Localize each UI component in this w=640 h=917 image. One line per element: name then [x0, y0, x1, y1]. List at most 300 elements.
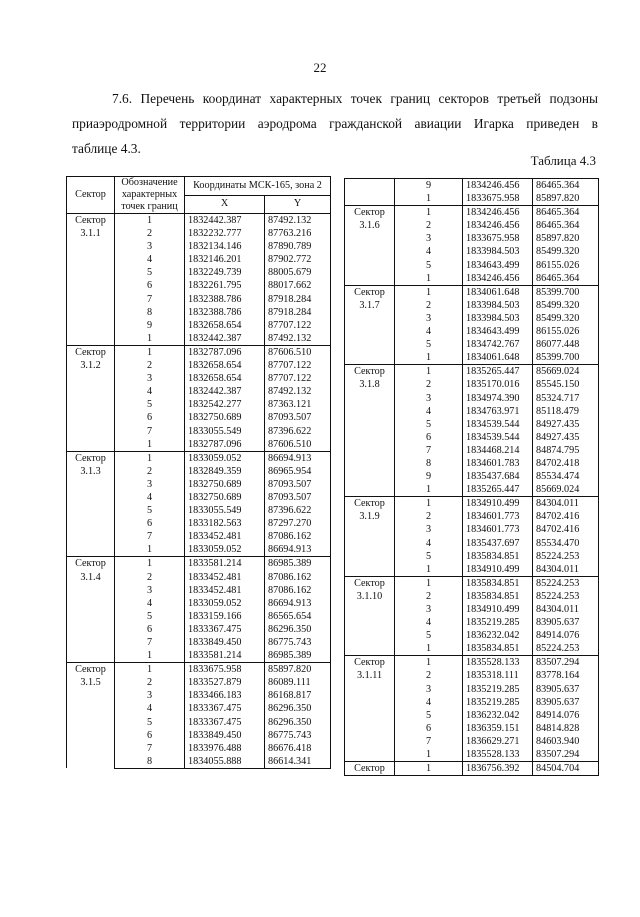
y-coordinate-cell: 87093.507 [265, 411, 331, 424]
sector-cell: Сектор 3.1.7 [345, 285, 395, 365]
y-coordinate-cell: 85534.474 [533, 470, 599, 483]
y-coordinate-cell: 86614.341 [265, 755, 331, 769]
point-number-cell: 1 [395, 563, 463, 577]
x-coordinate-cell: 1835834.851 [463, 590, 533, 603]
x-coordinate-cell: 1833059.052 [185, 451, 265, 465]
point-number-cell: 2 [395, 590, 463, 603]
x-coordinate-cell: 1836629.271 [463, 735, 533, 748]
table-row [345, 285, 599, 299]
x-coordinate-cell: 1834061.648 [463, 351, 533, 365]
point-number-cell: 2 [115, 465, 185, 478]
point-number-cell: 6 [395, 722, 463, 735]
sector-cell: Сектор 3.1.2 [67, 345, 115, 451]
point-number-cell: 1 [395, 285, 463, 299]
point-number-cell: 4 [115, 702, 185, 715]
point-number-cell: 7 [395, 444, 463, 457]
x-coordinate-cell: 1835219.285 [463, 616, 533, 629]
point-number-cell: 5 [115, 610, 185, 623]
x-coordinate-cell: 1834601.773 [463, 523, 533, 536]
y-coordinate-cell: 86565.654 [265, 610, 331, 623]
y-coordinate-cell: 85118.479 [533, 405, 599, 418]
x-coordinate-cell: 1833976.488 [185, 742, 265, 755]
x-coordinate-cell: 1832750.689 [185, 478, 265, 491]
table-row [345, 576, 599, 590]
x-coordinate-cell: 1833159.166 [185, 610, 265, 623]
y-coordinate-cell: 87086.162 [265, 584, 331, 597]
y-coordinate-cell: 88017.662 [265, 279, 331, 292]
y-coordinate-cell: 84814.828 [533, 722, 599, 735]
y-coordinate-cell: 84702.418 [533, 457, 599, 470]
y-coordinate-cell: 84874.795 [533, 444, 599, 457]
sector-cell: Сектор 3.1.9 [345, 497, 395, 577]
point-number-cell: 4 [395, 245, 463, 258]
y-coordinate-cell: 87086.162 [265, 571, 331, 584]
y-coordinate-cell: 85224.253 [533, 550, 599, 563]
point-number-cell: 1 [115, 214, 185, 228]
point-number-cell: 1 [395, 576, 463, 590]
x-coordinate-cell: 1833059.052 [185, 597, 265, 610]
point-number-cell: 3 [115, 478, 185, 491]
point-number-cell: 4 [395, 405, 463, 418]
y-coordinate-cell: 87492.132 [265, 332, 331, 346]
point-number-cell: 2 [115, 227, 185, 240]
y-coordinate-cell: 87297.270 [265, 517, 331, 530]
x-coordinate-cell: 1833849.450 [185, 636, 265, 649]
x-coordinate-cell: 1834246.456 [463, 272, 533, 286]
y-coordinate-cell: 85897.820 [533, 232, 599, 245]
x-coordinate-cell: 1832442.387 [185, 214, 265, 228]
header-coords: Координаты МСК-165, зона 2 [185, 177, 331, 196]
coordinates-table-left [66, 176, 331, 769]
x-coordinate-cell: 1833055.549 [185, 504, 265, 517]
table-row [345, 179, 599, 193]
y-coordinate-cell: 85897.820 [265, 663, 331, 677]
x-coordinate-cell: 1832146.201 [185, 253, 265, 266]
y-coordinate-cell: 85224.253 [533, 590, 599, 603]
y-coordinate-cell: 85499.320 [533, 299, 599, 312]
point-number-cell: 7 [395, 735, 463, 748]
x-coordinate-cell: 1836232.042 [463, 629, 533, 642]
y-coordinate-cell: 87093.507 [265, 478, 331, 491]
point-number-cell: 1 [395, 351, 463, 365]
point-number-cell: 4 [115, 385, 185, 398]
point-number-cell: 1 [115, 332, 185, 346]
point-number-cell: 2 [115, 359, 185, 372]
y-coordinate-cell: 86155.026 [533, 325, 599, 338]
point-number-cell: 4 [115, 597, 185, 610]
x-coordinate-cell: 1833367.475 [185, 623, 265, 636]
x-coordinate-cell: 1833527.879 [185, 676, 265, 689]
y-coordinate-cell: 84927.435 [533, 431, 599, 444]
y-coordinate-cell: 86694.913 [265, 597, 331, 610]
x-coordinate-cell: 1832442.387 [185, 385, 265, 398]
header-sector: Сектор [67, 177, 115, 214]
y-coordinate-cell: 87890.789 [265, 240, 331, 253]
y-coordinate-cell: 86676.418 [265, 742, 331, 755]
point-number-cell: 3 [115, 584, 185, 597]
x-coordinate-cell: 1835219.285 [463, 696, 533, 709]
y-coordinate-cell: 87707.122 [265, 372, 331, 385]
y-coordinate-cell: 83507.294 [533, 656, 599, 670]
x-coordinate-cell: 1833452.481 [185, 571, 265, 584]
point-number-cell: 2 [395, 299, 463, 312]
x-coordinate-cell: 1833984.503 [463, 245, 533, 258]
sector-cell: Сектор 3.1.4 [67, 557, 115, 663]
point-number-cell: 4 [115, 491, 185, 504]
x-coordinate-cell: 1834055.888 [185, 755, 265, 769]
x-coordinate-cell: 1832134.146 [185, 240, 265, 253]
y-coordinate-cell: 84914.076 [533, 709, 599, 722]
y-coordinate-cell: 87396.622 [265, 504, 331, 517]
x-coordinate-cell: 1833984.503 [463, 299, 533, 312]
point-number-cell: 3 [395, 603, 463, 616]
y-coordinate-cell: 84304.011 [533, 497, 599, 511]
heading-line-2: приаэродромной территории аэродрома гражданской авиации Игарка приведен в [72, 116, 598, 131]
x-coordinate-cell: 1834763.971 [463, 405, 533, 418]
point-number-cell: 3 [395, 232, 463, 245]
sector-cell: Сектор 3.1.11 [345, 656, 395, 762]
sector-cell: Сектор 3.1.3 [67, 451, 115, 557]
y-coordinate-cell: 83905.637 [533, 683, 599, 696]
x-coordinate-cell: 1832261.795 [185, 279, 265, 292]
x-coordinate-cell: 1833849.450 [185, 729, 265, 742]
y-coordinate-cell: 87763.216 [265, 227, 331, 240]
y-coordinate-cell: 86775.743 [265, 729, 331, 742]
x-coordinate-cell: 1834539.544 [463, 418, 533, 431]
y-coordinate-cell: 83905.637 [533, 616, 599, 629]
y-coordinate-cell: 85399.700 [533, 351, 599, 365]
x-coordinate-cell: 1834643.499 [463, 259, 533, 272]
table-row [67, 214, 331, 228]
y-coordinate-cell: 87606.510 [265, 438, 331, 452]
x-coordinate-cell: 1835265.447 [463, 365, 533, 379]
x-coordinate-cell: 1832542.277 [185, 398, 265, 411]
point-number-cell: 1 [395, 365, 463, 379]
sector-cell: Сектор [345, 762, 395, 776]
point-number-cell: 4 [395, 696, 463, 709]
x-coordinate-cell: 1833059.052 [185, 543, 265, 557]
sector-cell [345, 179, 395, 206]
y-coordinate-cell: 86077.448 [533, 338, 599, 351]
point-number-cell: 5 [115, 716, 185, 729]
point-number-cell: 5 [395, 709, 463, 722]
page-number: 22 [313, 60, 327, 75]
x-coordinate-cell: 1835834.851 [463, 576, 533, 590]
point-number-cell: 9 [395, 179, 463, 193]
point-number-cell: 8 [395, 457, 463, 470]
coordinates-table-right [344, 178, 599, 776]
point-number-cell: 1 [395, 748, 463, 762]
x-coordinate-cell: 1832232.777 [185, 227, 265, 240]
point-number-cell: 7 [115, 293, 185, 306]
point-number-cell: 9 [395, 470, 463, 483]
y-coordinate-cell: 84304.011 [533, 563, 599, 577]
point-number-cell: 2 [395, 510, 463, 523]
y-coordinate-cell: 86465.364 [533, 219, 599, 232]
point-number-cell: 3 [395, 523, 463, 536]
y-coordinate-cell: 86465.364 [533, 206, 599, 220]
y-coordinate-cell: 87707.122 [265, 359, 331, 372]
point-number-cell: 4 [395, 537, 463, 550]
x-coordinate-cell: 1833984.503 [463, 312, 533, 325]
point-number-cell: 7 [115, 530, 185, 543]
x-coordinate-cell: 1833581.214 [185, 557, 265, 571]
point-number-cell: 3 [115, 689, 185, 702]
y-coordinate-cell: 86155.026 [533, 259, 599, 272]
y-coordinate-cell: 87363.121 [265, 398, 331, 411]
point-number-cell: 1 [395, 272, 463, 286]
y-coordinate-cell: 85324.717 [533, 392, 599, 405]
y-coordinate-cell: 84914.076 [533, 629, 599, 642]
x-coordinate-cell: 1832658.654 [185, 372, 265, 385]
sector-cell: Сектор 3.1.8 [345, 365, 395, 497]
y-coordinate-cell: 86296.350 [265, 623, 331, 636]
y-coordinate-cell: 87606.510 [265, 345, 331, 359]
x-coordinate-cell: 1834539.544 [463, 431, 533, 444]
y-coordinate-cell: 84927.435 [533, 418, 599, 431]
point-number-cell: 1 [115, 649, 185, 663]
point-number-cell: 1 [395, 642, 463, 656]
x-coordinate-cell: 1836232.042 [463, 709, 533, 722]
x-coordinate-cell: 1833055.549 [185, 425, 265, 438]
x-coordinate-cell: 1833367.475 [185, 716, 265, 729]
y-coordinate-cell: 88005.679 [265, 266, 331, 279]
point-number-cell: 1 [115, 451, 185, 465]
x-coordinate-cell: 1834246.456 [463, 206, 533, 220]
point-number-cell: 8 [115, 755, 185, 769]
heading-line-3: таблице 4.3. [72, 141, 141, 156]
point-number-cell: 1 [115, 557, 185, 571]
point-number-cell: 2 [115, 676, 185, 689]
y-coordinate-cell: 83507.294 [533, 748, 599, 762]
y-coordinate-cell: 87918.284 [265, 293, 331, 306]
point-number-cell: 1 [115, 438, 185, 452]
y-coordinate-cell: 84702.416 [533, 523, 599, 536]
x-coordinate-cell: 1832849.359 [185, 465, 265, 478]
point-number-cell: 1 [395, 206, 463, 220]
x-coordinate-cell: 1835834.851 [463, 550, 533, 563]
x-coordinate-cell: 1832750.689 [185, 411, 265, 424]
point-number-cell: 5 [395, 259, 463, 272]
y-coordinate-cell: 86694.913 [265, 543, 331, 557]
heading-line-1: 7.6. Перечень координат характерных точек границ секторов третьей подзоны [112, 91, 598, 106]
y-coordinate-cell: 87902.772 [265, 253, 331, 266]
x-coordinate-cell: 1832658.654 [185, 359, 265, 372]
y-coordinate-cell: 85399.700 [533, 285, 599, 299]
y-coordinate-cell: 85897.820 [533, 192, 599, 206]
point-number-cell: 1 [395, 483, 463, 497]
point-number-cell: 1 [115, 543, 185, 557]
y-coordinate-cell: 86985.389 [265, 649, 331, 663]
point-number-cell: 4 [115, 253, 185, 266]
table-body [67, 214, 331, 769]
point-number-cell: 3 [395, 392, 463, 405]
table-row [345, 365, 599, 379]
point-number-cell: 6 [395, 431, 463, 444]
y-coordinate-cell: 85534.470 [533, 537, 599, 550]
point-number-cell: 6 [115, 411, 185, 424]
table-caption: Таблица 4.3 [530, 153, 596, 168]
x-coordinate-cell: 1833581.214 [185, 649, 265, 663]
y-coordinate-cell: 83905.637 [533, 696, 599, 709]
point-number-cell: 7 [115, 742, 185, 755]
sector-cell: Сектор 3.1.6 [345, 206, 395, 286]
point-number-cell: 3 [115, 372, 185, 385]
x-coordinate-cell: 1834910.499 [463, 497, 533, 511]
point-number-cell: 2 [395, 378, 463, 391]
x-coordinate-cell: 1835528.133 [463, 656, 533, 670]
y-coordinate-cell: 86775.743 [265, 636, 331, 649]
x-coordinate-cell: 1835265.447 [463, 483, 533, 497]
y-coordinate-cell: 86296.350 [265, 716, 331, 729]
y-coordinate-cell: 85499.320 [533, 312, 599, 325]
table-row [67, 451, 331, 465]
x-coordinate-cell: 1834061.648 [463, 285, 533, 299]
table-row [345, 497, 599, 511]
x-coordinate-cell: 1834601.773 [463, 510, 533, 523]
x-coordinate-cell: 1835834.851 [463, 642, 533, 656]
y-coordinate-cell: 85545.150 [533, 378, 599, 391]
y-coordinate-cell: 87086.162 [265, 530, 331, 543]
x-coordinate-cell: 1832442.387 [185, 332, 265, 346]
header-x: X [185, 195, 265, 214]
y-coordinate-cell: 84603.940 [533, 735, 599, 748]
x-coordinate-cell: 1832388.786 [185, 293, 265, 306]
point-number-cell: 8 [115, 306, 185, 319]
table-row [345, 206, 599, 220]
point-number-cell: 5 [115, 398, 185, 411]
x-coordinate-cell: 1835170.016 [463, 378, 533, 391]
x-coordinate-cell: 1835219.285 [463, 683, 533, 696]
point-number-cell: 7 [115, 425, 185, 438]
y-coordinate-cell: 86089.111 [265, 676, 331, 689]
y-coordinate-cell: 87492.132 [265, 214, 331, 228]
x-coordinate-cell: 1833367.475 [185, 702, 265, 715]
y-coordinate-cell: 86465.364 [533, 272, 599, 286]
point-number-cell: 6 [115, 517, 185, 530]
y-coordinate-cell: 86465.364 [533, 179, 599, 193]
x-coordinate-cell: 1836359.151 [463, 722, 533, 735]
point-number-cell: 7 [115, 636, 185, 649]
point-number-cell: 1 [395, 192, 463, 206]
x-coordinate-cell: 1834468.214 [463, 444, 533, 457]
point-number-cell: 3 [115, 240, 185, 253]
x-coordinate-cell: 1832249.739 [185, 266, 265, 279]
x-coordinate-cell: 1833182.563 [185, 517, 265, 530]
table-row [345, 656, 599, 670]
x-coordinate-cell: 1833452.481 [185, 584, 265, 597]
x-coordinate-cell: 1836756.392 [463, 762, 533, 776]
x-coordinate-cell: 1832658.654 [185, 319, 265, 332]
point-number-cell: 5 [115, 266, 185, 279]
y-coordinate-cell: 85224.253 [533, 642, 599, 656]
x-coordinate-cell: 1834742.767 [463, 338, 533, 351]
x-coordinate-cell: 1833675.958 [185, 663, 265, 677]
point-number-cell: 3 [395, 683, 463, 696]
x-coordinate-cell: 1832787.096 [185, 438, 265, 452]
table-row [67, 345, 331, 359]
x-coordinate-cell: 1833466.183 [185, 689, 265, 702]
y-coordinate-cell: 86965.954 [265, 465, 331, 478]
point-number-cell: 1 [115, 663, 185, 677]
x-coordinate-cell: 1835528.133 [463, 748, 533, 762]
point-number-cell: 5 [395, 338, 463, 351]
x-coordinate-cell: 1833675.958 [463, 192, 533, 206]
x-coordinate-cell: 1835437.697 [463, 537, 533, 550]
y-coordinate-cell: 84304.011 [533, 603, 599, 616]
point-number-cell: 1 [395, 497, 463, 511]
table-row [345, 762, 599, 776]
y-coordinate-cell: 87918.284 [265, 306, 331, 319]
y-coordinate-cell: 85224.253 [533, 576, 599, 590]
y-coordinate-cell: 86694.913 [265, 451, 331, 465]
x-coordinate-cell: 1834643.499 [463, 325, 533, 338]
x-coordinate-cell: 1834910.499 [463, 603, 533, 616]
point-number-cell: 6 [115, 279, 185, 292]
y-coordinate-cell: 84702.416 [533, 510, 599, 523]
y-coordinate-cell: 86985.389 [265, 557, 331, 571]
sector-cell: Сектор 3.1.5 [67, 663, 115, 769]
x-coordinate-cell: 1834974.390 [463, 392, 533, 405]
x-coordinate-cell: 1832750.689 [185, 491, 265, 504]
x-coordinate-cell: 1834246.456 [463, 179, 533, 193]
sector-cell: Сектор 3.1.1 [67, 214, 115, 346]
y-coordinate-cell: 83778.164 [533, 669, 599, 682]
table-row [67, 663, 331, 677]
x-coordinate-cell: 1834601.783 [463, 457, 533, 470]
point-number-cell: 5 [395, 550, 463, 563]
x-coordinate-cell: 1833452.481 [185, 530, 265, 543]
point-number-cell: 1 [395, 656, 463, 670]
x-coordinate-cell: 1832787.096 [185, 345, 265, 359]
point-number-cell: 3 [395, 312, 463, 325]
x-coordinate-cell: 1835437.684 [463, 470, 533, 483]
point-number-cell: 4 [395, 616, 463, 629]
x-coordinate-cell: 1834910.499 [463, 563, 533, 577]
header-y: Y [265, 195, 331, 214]
point-number-cell: 5 [115, 504, 185, 517]
table-body [345, 179, 599, 776]
section-heading [72, 86, 598, 161]
point-number-cell: 2 [395, 669, 463, 682]
point-number-cell: 4 [395, 325, 463, 338]
point-number-cell: 5 [395, 629, 463, 642]
y-coordinate-cell: 85669.024 [533, 483, 599, 497]
point-number-cell: 2 [395, 219, 463, 232]
y-coordinate-cell: 87093.507 [265, 491, 331, 504]
y-coordinate-cell: 84504.704 [533, 762, 599, 776]
x-coordinate-cell: 1832388.786 [185, 306, 265, 319]
y-coordinate-cell: 85499.320 [533, 245, 599, 258]
header-point: Обозначение характерных точек границ [115, 177, 185, 214]
y-coordinate-cell: 87492.132 [265, 385, 331, 398]
point-number-cell: 5 [395, 418, 463, 431]
point-number-cell: 1 [115, 345, 185, 359]
x-coordinate-cell: 1833675.958 [463, 232, 533, 245]
point-number-cell: 2 [115, 571, 185, 584]
y-coordinate-cell: 87396.622 [265, 425, 331, 438]
y-coordinate-cell: 85669.024 [533, 365, 599, 379]
sector-cell: Сектор 3.1.10 [345, 576, 395, 656]
x-coordinate-cell: 1835318.111 [463, 669, 533, 682]
y-coordinate-cell: 86296.350 [265, 702, 331, 715]
point-number-cell: 6 [115, 729, 185, 742]
table-row [67, 557, 331, 571]
y-coordinate-cell: 86168.817 [265, 689, 331, 702]
point-number-cell: 6 [115, 623, 185, 636]
y-coordinate-cell: 87707.122 [265, 319, 331, 332]
point-number-cell: 1 [395, 762, 463, 776]
